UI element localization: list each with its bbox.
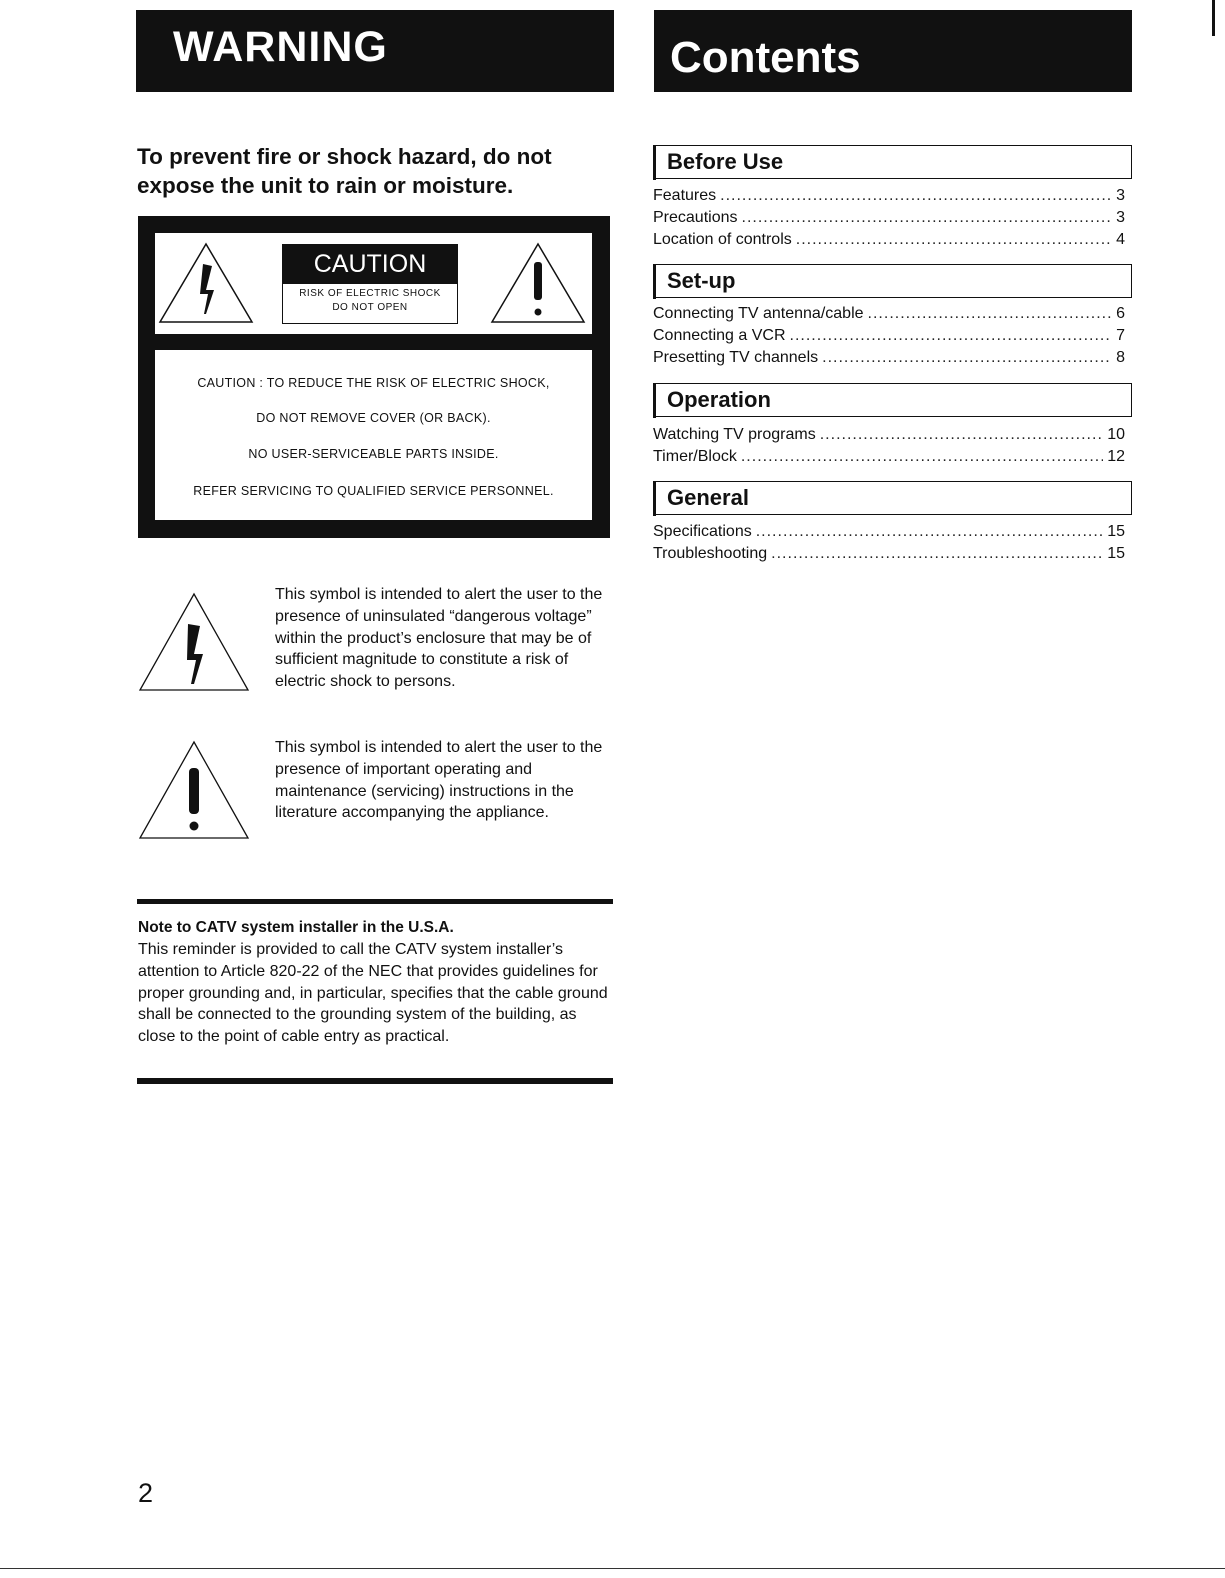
toc-leader-dots <box>868 303 1113 325</box>
exclamation-triangle-icon <box>490 242 586 326</box>
toc-item-page: 3 <box>1116 187 1125 204</box>
contents-title: Contents <box>670 33 861 82</box>
toc-item-timer-block[interactable] <box>653 446 1125 468</box>
caution-sublabel <box>282 284 458 324</box>
exclamation-symbol-icon <box>138 740 250 840</box>
toc-item-label: Connecting a VCR <box>653 327 786 344</box>
caution-text-line4: REFER SERVICING TO QUALIFIED SERVICE PERSONNEL. <box>193 484 554 498</box>
warning-headline-line2: expose the unit to rain or moisture. <box>137 173 514 198</box>
section-title-set-up: Set-up <box>667 268 736 293</box>
toc-item-label: Precautions <box>653 209 738 226</box>
toc-leader-dots <box>790 325 1113 347</box>
toc-item-troubleshooting[interactable] <box>653 543 1125 565</box>
caution-text-line2: DO NOT REMOVE COVER (OR BACK). <box>256 411 491 425</box>
note-top-rule <box>137 899 613 904</box>
toc-item-location-of-controls[interactable] <box>653 229 1125 251</box>
toc-item-label: Connecting TV antenna/cable <box>653 305 864 322</box>
toc-item-page: 10 <box>1107 426 1125 443</box>
toc-item-page: 6 <box>1116 305 1125 322</box>
toc-item-precautions[interactable] <box>653 207 1125 229</box>
toc-leader-dots <box>742 207 1113 229</box>
toc-item-page: 4 <box>1116 231 1125 248</box>
toc-item-page: 7 <box>1116 327 1125 344</box>
section-title-general: General <box>667 485 749 510</box>
toc-item-label: Specifications <box>653 523 752 540</box>
toc-item-page: 8 <box>1116 349 1125 366</box>
toc-item-label: Presetting TV channels <box>653 349 819 366</box>
section-title-operation: Operation <box>667 387 771 412</box>
toc-item-page: 15 <box>1107 545 1125 562</box>
warning-title: WARNING <box>167 25 394 69</box>
page-edge-mark <box>1212 0 1215 36</box>
toc-item-label: Troubleshooting <box>653 545 768 562</box>
toc-item-connecting-vcr[interactable] <box>653 325 1125 347</box>
toc-item-specifications[interactable] <box>653 521 1125 543</box>
toc-leader-dots <box>771 543 1103 565</box>
note-bottom-rule <box>137 1078 613 1084</box>
toc-item-presetting-channels[interactable] <box>653 347 1125 369</box>
toc-leader-dots <box>820 424 1103 446</box>
page-number: 2 <box>138 1478 154 1508</box>
toc-leader-dots <box>796 229 1112 251</box>
toc-leader-dots <box>822 347 1112 369</box>
toc-item-label: Timer/Block <box>653 448 737 465</box>
toc-item-features[interactable] <box>653 185 1125 207</box>
section-title-before-use: Before Use <box>667 149 784 174</box>
exclamation-symbol-text: This symbol is intended to alert the user to the presence of important operating and maintenance (servicing) instructions in the literature accompanying the appliance. <box>275 739 603 822</box>
toc-item-label: Location of controls <box>653 231 792 248</box>
toc-leader-dots <box>720 185 1112 207</box>
toc-leader-dots <box>756 521 1103 543</box>
toc-item-page: 12 <box>1107 448 1125 465</box>
toc-item-watching-tv[interactable] <box>653 424 1125 446</box>
toc-item-label: Features <box>653 187 717 204</box>
caution-label: CAUTION <box>282 244 458 284</box>
caution-text-line3: NO USER-SERVICEABLE PARTS INSIDE. <box>248 447 499 461</box>
note-body: This reminder is provided to call the CATV system installer’s attention to Article 820-22 of the NEC that provides guidelines for proper grounding and, in particular, specifies that the cable ground shall be connected to the grounding system of the building, as close to the point of cable entry as practical. <box>138 941 608 1046</box>
toc-item-page: 15 <box>1107 523 1125 540</box>
caution-sub-line2: DO NOT OPEN <box>332 302 408 313</box>
lightning-triangle-icon <box>158 242 254 326</box>
note-title: Note to CATV system installer in the U.S.A. <box>138 919 454 936</box>
warning-headline <box>137 142 607 200</box>
lightning-symbol-text: This symbol is intended to alert the user to the presence of uninsulated “dangerous voltage” within the product’s enclosure that may be of sufficient magnitude to constitute a risk of electric shock to persons. <box>275 586 603 691</box>
toc-item-label: Watching TV programs <box>653 426 816 443</box>
toc-item-connecting-antenna[interactable] <box>653 303 1125 325</box>
page-bottom-edge <box>0 1568 1225 1569</box>
warning-headline-line1: To prevent fire or shock hazard, do not <box>137 144 552 169</box>
lightning-symbol-icon <box>138 592 250 692</box>
toc-item-page: 3 <box>1116 209 1125 226</box>
caution-sub-line1: RISK OF ELECTRIC SHOCK <box>299 288 441 299</box>
warning-title-box <box>164 22 397 72</box>
caution-text-line1: CAUTION : TO REDUCE THE RISK OF ELECTRIC SHOCK, <box>197 376 550 390</box>
toc-leader-dots <box>741 446 1103 468</box>
